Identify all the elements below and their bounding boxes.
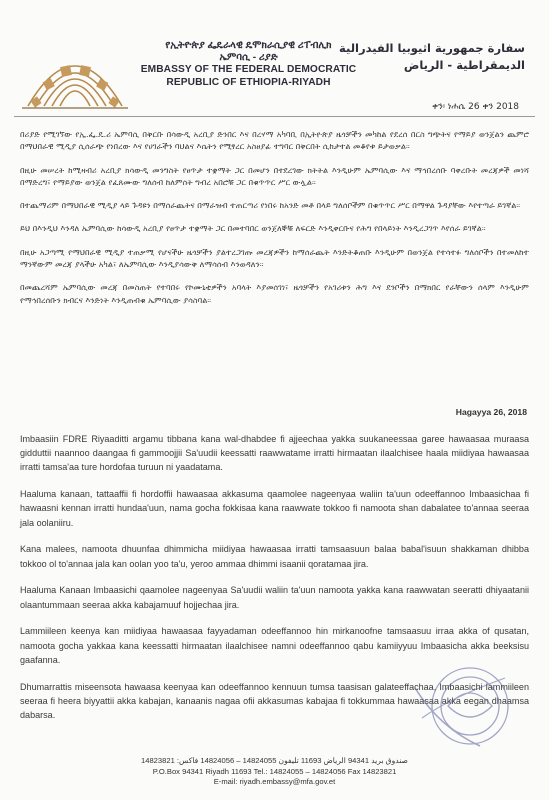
- letter-footer: [0, 756, 549, 788]
- letterhead-title: [136, 40, 361, 89]
- header-divider: [14, 116, 535, 117]
- embassy-stamp-icon: [410, 658, 520, 753]
- oromo-paragraph: Imbaasiin FDRE Riyaaditti argamu tibbana kana wal-dhabdee fi ajjeechaa yakka suukaneessaa garee hawaasaa muraasa gidduttii naannoo daangaa fi gammoojjii Sa'uudii keessatti raawwatame irratti hirmaatan ilaalchisee haala miidiyaa hawaasaa irratti tamsa'aa ture hordofaa turuun ni yaadatama.: [20, 434, 529, 473]
- oromo-paragraph: Lammiileen keenya kan miidiyaa hawaasaa fayyadaman odeeffannoo hin mirkanoofne tamsaasuu irraa akka of qusatan, namoota gocha yakkaa kana keessatti hirmaatan ilaalchisee namni odeeffannoo qabu kamiiyyuu Imbaasicha akka beeksisu gaafanna.: [20, 626, 529, 665]
- amharic-paragraph: በሪያድ የሚገኘው የኢ.ፌ.ዴ.ሪ ኤምባሲ በቅርቡ በሳውዲ አረቢያ ድንበር እና በረሃማ አካባቢ በኢትዮጵያ ዜጎቻችን መካከል የደረሰ በርስ ግጭትና የማይያ ወንጀልን ጨምሮ በማህበራዊ ሚዲያ ሲሰራጭ የነበረው እና የሀገራችን ባህልና እሴትን የሚፃረር አስፀያፊ ተግባር በቅርበት ሲከታተል መቆየቱ ይታወቃል።: [20, 129, 529, 152]
- letterhead: [0, 0, 549, 120]
- english-title-line2: REPUBLIC OF ETHIOPIA-RIYADH: [166, 76, 331, 88]
- arabic-title-line2: الديمقراطية - الرياض: [403, 58, 525, 72]
- embassy-logo-icon: [18, 36, 132, 114]
- english-title-line1: EMBASSY OF THE FEDERAL DEMOCRATIC: [140, 64, 357, 75]
- amharic-paragraph: በተጨማሪም በማህበራዊ ሚዲያ ላይ ጉዳዩን በማሰራጨትና በማራዝብ ተጠርጣሪ የነበሩ ከአንድ መቶ በላይ ግለሰቦችም በቁጥጥር ሥር በማዋል ጉዳያቸው እየተጣራ ይገኛል።: [20, 200, 521, 211]
- footer-english-address: P.O.Box 94341 Riyadh 11693 Tel.: 14824055 – 14824056 Fax 14823821: [152, 766, 397, 776]
- footer-email: E-mail: riyadh.embassy@mfa.gov.et: [213, 777, 336, 786]
- amharic-date: ቀን፡ ነሐሴ 26 ቀን 2018: [432, 102, 519, 112]
- amharic-title-line1: የኢትዮጵያ ፌዴራላዊ ዴሞክራሲያዊ ሪፐብሊክ: [165, 40, 332, 51]
- oromo-paragraph: Kana malees, namoota dhuunfaa dhimmicha miidiyaa hawaasaa irratti tamsaasuun balaa babal'isuun shakkaman dhibba tokkoo ol to'annaa jala kan oolan yoo ta'u, yeroo ammaa dhimmi isaanii qoratamaa jira.: [20, 544, 529, 569]
- amharic-body: [20, 128, 529, 317]
- amharic-paragraph: በዚሁ አጋጣሚ የማህበራዊ ሚዲያ ተጠቃሚ የሆናችሁ ዜጎቻችን ያልተረጋገጡ መረጃዎችን ከማሰራጨት እንድትቆጠቡ እንዲሁም በወንጀል የተሳተፉ ግለሰቦችን በተመለከተ ማንኛውም መረጃ ያላችሁ አካል፣ ለኤምባሲው እንዲያሳውቅ ለማሳሰብ እንወዳለን።: [20, 246, 529, 270]
- footer-arabic-address: صندوق بريد 94341 الرياض 11693 تليفون 14824055 – 14824056 فاكس: 14823821: [141, 756, 408, 765]
- amharic-paragraph: በዚሁ መሠረት ከሚዛብሪ አረቢያ ክሳውዲ መንግስት የፀጥታ ተቋማት ጋር በመሆን በተደረገው ክትትል እንዲሁም ኤምባሲው እና ማኅበረሰቡ ባቀረቡት መረጃዎች መነሻ በማድረግ፣ የማይያው ወንጀል የፈጸሙው ግለሰብ ከለምሰት ግብረ አበሮቹ ጋር በቁጥጥር ሥር ውሏል።: [20, 164, 529, 188]
- oromo-paragraph: Haaluma Kanaan Imbaasichi qaamolee nageenyaa Sa'uudii waliin ta'uun namoota yakka kana raawwatan seeratti dhiyaatanii olaantummaan seeraa akka kabajamuuf hojjechaa jira.: [20, 585, 529, 610]
- amharic-title-line2: ኤምባሲ - ሪያድ: [219, 52, 278, 63]
- oromo-paragraph: Haaluma kanaan, tattaaffii fi hordoffii hawaasaa akkasuma qaamolee nageenyaa waliin ta'uun odeeffannoo Imbaasichaa fi hawaasni kennan irratti hundaa'uun, nama gocha fokkisaa kana raawwate tokkoo fi namoota shan dabalatee to'annaa seeraa jala oolaniiru.: [20, 489, 529, 528]
- amharic-paragraph: በመጨረሻም ኤምባሲው መረጃ በመስጠት የተባበሩ የኮሙኒቲዎችን አባላት እያመሰገነ፣ ዜጎቻችን የአገሪቱን ሕግ እና ደንቦችን በማክበር የራቸውን ሰላም እንዲሁም የማኅበረሰቡን ክብርና እንድነት እንዲጠብቁ ኤምባሲው ያሳስባል።: [20, 282, 529, 305]
- arabic-title: [339, 40, 525, 74]
- amharic-paragraph: ይህ በእንዲህ እንዳለ ኤምባሲው ከሳውዲ አረቢያ የፀጥታ ተቋማት ጋር በመተባበር ወንጀለኞቹ ለፍርድ እንዲቀርቡና የሕግ የበላይነት እንዲረጋገጥ እየሰራ ይገኛል።: [20, 223, 486, 234]
- oromo-paragraph: Dhumarrattis miseensota hawaasa keenyaa kan odeeffannoo kennuun tumsa taasisan galateeffachaa, Imbaasichi lammiileen seeraa fi heera biyyattii akka kabajan, kanaanis nagaa ofii akkasumas kabajaa fi tokkummaa hawaasaa akka eegan dhaamsa dabarsa.: [20, 681, 529, 721]
- arabic-title-line1: سفارة جمهورية اثيوبيا الفيدرالية: [339, 41, 525, 55]
- oromo-date: Hagayya 26, 2018: [455, 407, 527, 417]
